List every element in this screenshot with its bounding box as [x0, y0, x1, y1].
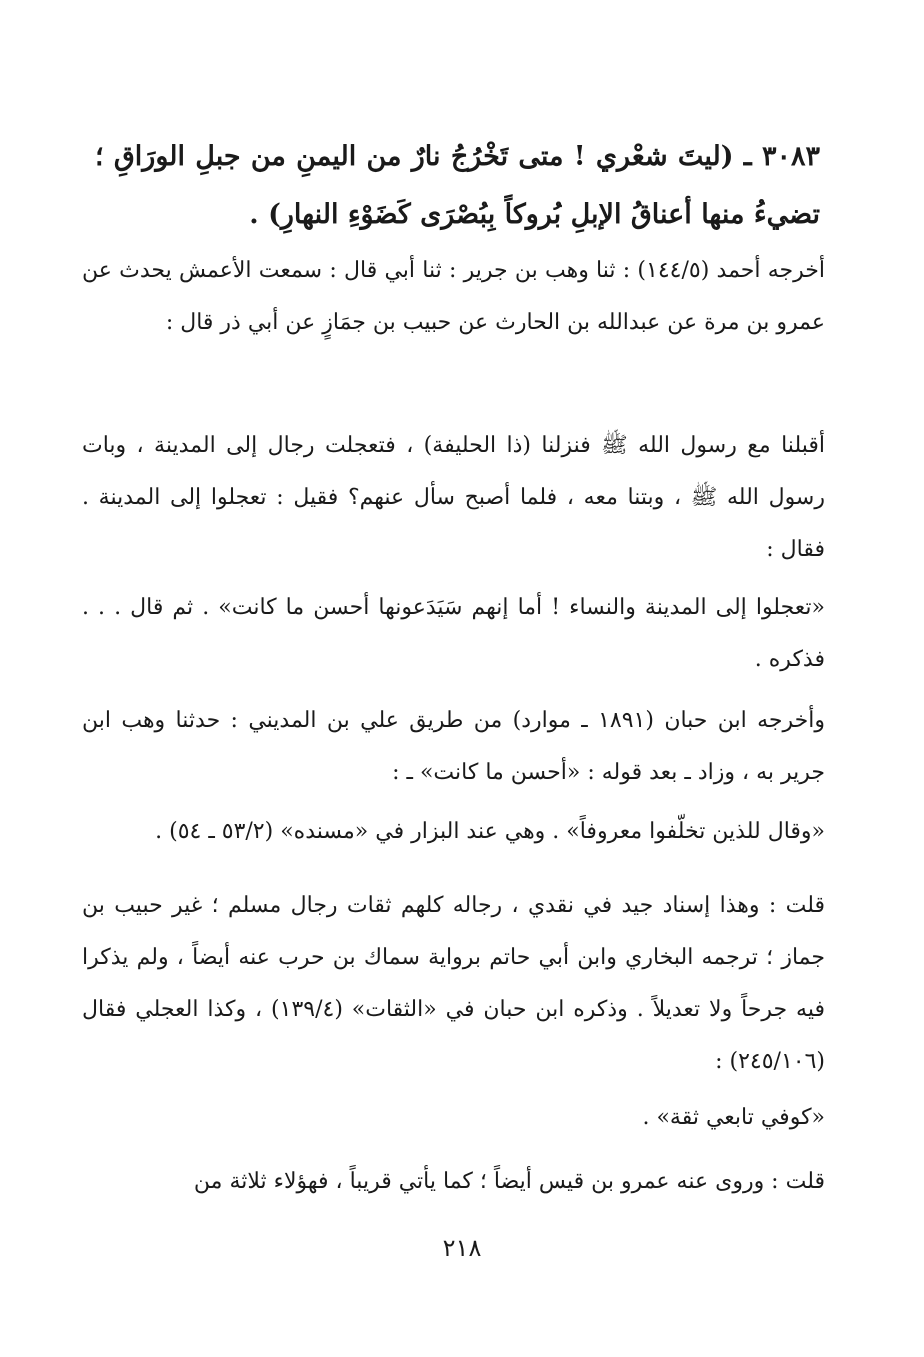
paragraph-hadith-text: أقبلنا مع رسول الله ﷺ فنزلنا (ذا الحليفة) ، فتعجلت رجال إلى المدينة ، وبات رسول الله ﷺ ، وبتنا معه ، فلما أصبح سأل عنهم؟ فقيل : تعجلوا إلى المدينة . فقال :: [82, 433, 825, 562]
paragraph-hadith-quote: «تعجلوا إلى المدينة والنساء ! أما إنهم سَيَدَعونها أحسن ما كانت» . ثم قال . . . فذكره .: [82, 595, 825, 672]
paragraph-continuation: قلت : وروى عنه عمرو بن قيس أيضاً ؛ كما يأتي قريباً ، فهؤلاء ثلاثة من: [193, 1169, 825, 1194]
paragraph-addition-quote: «وقال للذين تخلّفوا معروفاً» . وهي عند البزار في «مسنده» (٥٣/٢ ـ ٥٤) .: [155, 819, 825, 844]
page-number: ٢١٨: [442, 1234, 482, 1262]
paragraph-takhrij-ahmad: أخرجه أحمد (١٤٤/٥) : ثنا وهب بن جرير : ثنا أبي قال : سمعت الأعمش يحدث عن عمرو بن مرة عن عبدالله بن الحارث عن حبيب بن جمَازٍ عن أبي ذر قال :: [82, 258, 825, 335]
paragraph-isnad-assessment: قلت : وهذا إسناد جيد في نقدي ، رجاله كلهم ثقات رجال مسلم ؛ غير حبيب بن جماز ؛ ترجمه البخاري وابن أبي حاتم برواية سماك بن حرب عنه أيضاً ، ولم يذكرا فيه جرحاً ولا تعديلاً . وذكره ابن حبان في «الثقات» (١٣٩/٤) ، وكذا العجلي فقال (٢٤٥/١٠٦) :: [82, 893, 825, 1074]
paragraph-takhrij-ibn-hibban: وأخرجه ابن حبان (١٨٩١ ـ موارد) من طريق علي بن المديني : حدثنا وهب ابن جرير به ، وزاد ـ بعد قوله : «أحسن ما كانت» ـ :: [82, 708, 826, 785]
paragraph-ijli-quote: «كوفي تابعي ثقة» .: [642, 1105, 825, 1130]
hadith-heading: ٣٠٨٣ ـ (ليتَ شعْري ! متى تَخْرُجُ نارٌ من اليمنِ من جبلِ الورَاقِ ؛ تضيءُ منها أعناقُ الإبلِ بُروكاً بِبُصْرَى كَضَوْءِ النهارِ) .: [95, 141, 820, 230]
